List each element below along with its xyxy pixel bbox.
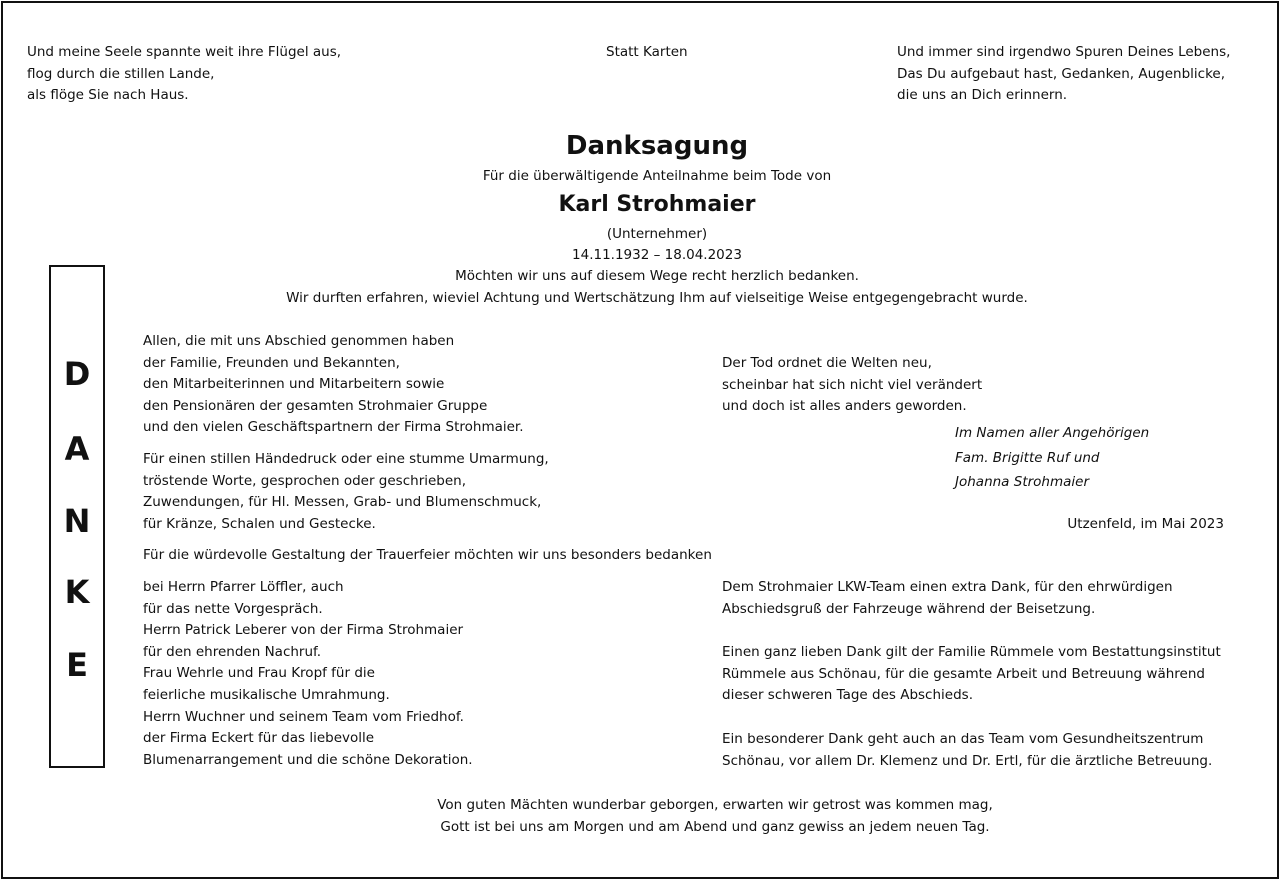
text-line: Allen, die mit uns Abschied genommen haben	[143, 333, 455, 349]
text-line: Für einen stillen Händedruck oder eine stumme Umarmung,	[143, 451, 549, 467]
text-line: dieser schweren Tage des Abschieds.	[722, 687, 973, 704]
text-line: den Mitarbeiterinnen und Mitarbeitern sowie	[143, 376, 445, 393]
text-line: für das nette Vorgespräch.	[143, 600, 323, 617]
text-line: Einen ganz lieben Dank gilt der Familie Rümmele vom Bestattungsinstitut	[722, 644, 1221, 660]
verse-line: als flöge Sie nach Haus.	[27, 87, 189, 104]
verse-line: die uns an Dich erinnern.	[897, 87, 1068, 104]
left-verse	[27, 42, 341, 107]
text-line: der Familie, Freunden und Bekannten,	[143, 354, 400, 371]
text-line: Frau Wehrle und Frau Kropf für die	[143, 665, 375, 682]
intro-line: Für die überwältigende Anteilnahme beim Tode von	[482, 168, 832, 184]
verse-line: Gott ist bei uns am Morgen und am Abend und ganz gewiss an jedem neuen Tag.	[440, 818, 990, 835]
text-line: tröstende Worte, gesprochen oder geschrieben,	[143, 472, 467, 489]
verse-line: Von guten Mächten wunderbar geborgen, erwarten wir getrost was kommen mag,	[437, 797, 993, 813]
signature-line: Fam. Brigitte Ruf und	[955, 449, 1100, 466]
text-line: Blumenarrangement und die schöne Dekoration.	[143, 751, 473, 768]
danke-letter: E	[66, 646, 88, 684]
signature-line: Im Namen aller Angehörigen	[955, 425, 1150, 441]
ceremony-helpers-block	[143, 577, 473, 771]
text-line: bei Herrn Pfarrer Löffler, auch	[143, 579, 344, 595]
life-dates: 14.11.1932 – 18.04.2023	[572, 247, 742, 263]
statt-karten-note: Statt Karten	[606, 44, 688, 60]
funeral-home-thanks	[722, 642, 1221, 707]
verse-line: scheinbar hat sich nicht viel verändert	[722, 376, 983, 393]
text-line: und den vielen Geschäftspartnern der Firma Strohmaier.	[143, 419, 524, 436]
verse-line: Und meine Seele spannte weit ihre Flügel aus,	[27, 44, 342, 60]
thanks-line: Möchten wir uns auf diesem Wege recht herzlich bedanken.	[455, 268, 859, 284]
text-line: Dem Strohmaier LKW-Team einen extra Dank, für den ehrwürdigen	[722, 579, 1173, 595]
text-line: für den ehrenden Nachruf.	[143, 643, 322, 660]
place-date: Utzenfeld, im Mai 2023	[1067, 516, 1224, 532]
ceremony-thanks-line: Für die würdevolle Gestaltung der Trauerfeier möchten wir uns besonders bedanken	[143, 547, 712, 563]
text-line: Zuwendungen, für Hl. Messen, Grab- und Blumenschmuck,	[143, 494, 542, 511]
danke-letter: D	[63, 355, 91, 393]
gestures-thanks-block	[143, 449, 549, 535]
notice-title: Danksagung	[565, 131, 749, 161]
text-line: für Kränze, Schalen und Gestecke.	[143, 515, 376, 532]
deceased-name: Karl Strohmaier	[558, 192, 756, 217]
signature-line: Johanna Strohmaier	[955, 474, 1090, 490]
health-center-thanks	[722, 729, 1212, 772]
tod-verse	[722, 353, 982, 418]
farewell-thanks-block	[143, 331, 524, 439]
text-line: Schönau, vor allem Dr. Klemenz und Dr. Ertl, für die ärztliche Betreuung.	[722, 752, 1213, 769]
family-signature	[955, 421, 1149, 495]
respect-line: Wir durften erfahren, wieviel Achtung und Wertschätzung Ihm auf vielseitige Weise entgegengebracht wurde.	[286, 290, 1028, 306]
danke-letter: A	[64, 430, 90, 468]
text-line: der Firma Eckert für das liebevolle	[143, 730, 375, 747]
danke-box	[49, 265, 105, 768]
verse-line: und doch ist alles anders geworden.	[722, 398, 967, 415]
verse-line: flog durch die stillen Lande,	[27, 65, 215, 82]
right-verse	[897, 42, 1230, 107]
danke-letter: N	[63, 502, 91, 540]
deceased-occupation: (Unternehmer)	[606, 226, 708, 242]
closing-verse	[0, 795, 1280, 838]
text-line: den Pensionären der gesamten Strohmaier Gruppe	[143, 397, 488, 414]
verse-line: Das Du aufgebaut hast, Gedanken, Augenblicke,	[897, 65, 1226, 82]
text-line: Ein besonderer Dank geht auch an das Team vom Gesundheitszentrum	[722, 731, 1204, 747]
verse-line: Der Tod ordnet die Welten neu,	[722, 355, 932, 371]
lkw-team-thanks	[722, 577, 1173, 620]
verse-line: Und immer sind irgendwo Spuren Deines Lebens,	[897, 44, 1231, 60]
text-line: Herrn Patrick Leberer von der Firma Strohmaier	[143, 622, 464, 639]
text-line: Rümmele aus Schönau, für die gesamte Arbeit und Betreuung während	[722, 665, 1205, 682]
text-line: feierliche musikalische Umrahmung.	[143, 686, 390, 703]
text-line: Abschiedsgruß der Fahrzeuge während der Beisetzung.	[722, 600, 1096, 617]
danke-letter: K	[64, 573, 90, 611]
text-line: Herrn Wuchner und seinem Team vom Friedhof.	[143, 708, 464, 725]
